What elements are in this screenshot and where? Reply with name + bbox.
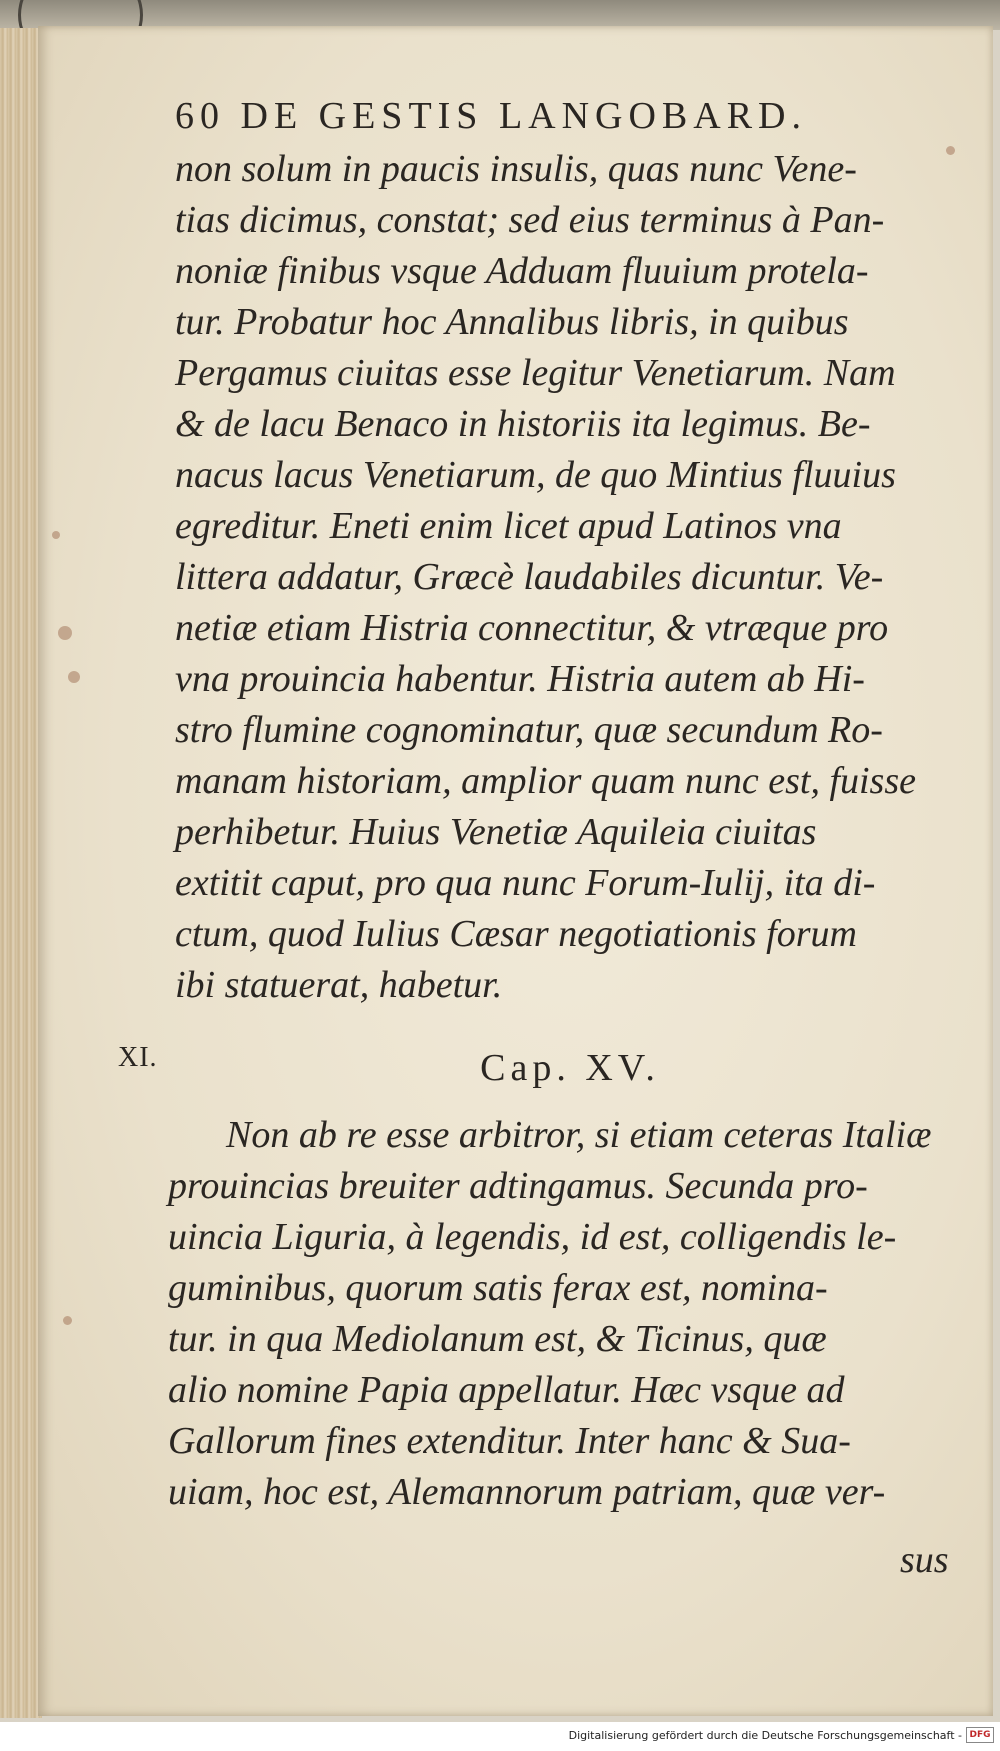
text-line: egreditur. Eneti enim licet apud Latinos vna — [175, 505, 842, 547]
foxing-spot — [52, 531, 60, 539]
foxing-spot — [58, 626, 72, 640]
text-line: alio nomine Papia appellatur. Hæc vsque ad — [168, 1369, 845, 1411]
text-line: Pergamus ciuitas esse legitur Venetiarum. Nam — [175, 352, 896, 394]
text-line: noniæ finibus vsque Adduam fluuium protela- — [175, 250, 869, 292]
text-line: manam historiam, amplior quam nunc est, fuisse — [175, 760, 916, 802]
foxing-spot — [68, 671, 80, 683]
text-line: non solum in paucis insulis, quas nunc Vene- — [175, 148, 857, 190]
text-line: & de lacu Benaco in historiis ita legimus. Be- — [175, 403, 871, 445]
catchword: sus — [900, 1539, 949, 1581]
chapter-text — [168, 1110, 968, 1518]
text-line: vna prouincia habentur. Histria autem ab Hi- — [175, 658, 865, 700]
text-line: Non ab re esse arbitror, si etiam ceteras Italiæ — [226, 1114, 932, 1156]
running-head: 60 DE GESTIS LANGOBARD. — [175, 95, 807, 137]
text-line: netiæ etiam Histria connectitur, & vtræque pro — [175, 607, 889, 649]
text-line: ibi statuerat, habetur. — [175, 964, 503, 1006]
digitization-note: Digitalisierung gefördert durch die Deutsche Forschungsgemeinschaft - — [568, 1729, 962, 1742]
text-line: nacus lacus Venetiarum, de quo Mintius fluuius — [175, 454, 896, 496]
page-leaf-edges — [0, 28, 42, 1718]
main-text — [175, 88, 965, 1011]
dfg-logo-icon: DFG — [966, 1727, 994, 1743]
text-line: tur. in qua Mediolanum est, & Ticinus, quæ — [168, 1318, 827, 1360]
text-line: littera addatur, Græcè laudabiles dicuntur. Ve- — [175, 556, 884, 598]
text-line: perhibetur. Huius Venetiæ Aquileia ciuitas — [175, 811, 817, 853]
text-line: prouincias breuiter adtingamus. Secunda pro- — [168, 1165, 868, 1207]
text-line: uiam, hoc est, Alemannorum patriam, quæ ver- — [168, 1471, 886, 1513]
text-line: tur. Probatur hoc Annalibus libris, in quibus — [175, 301, 849, 343]
foxing-spot — [63, 1316, 72, 1325]
chapter-heading: Cap. XV. — [480, 1047, 660, 1089]
text-line: uincia Liguria, à legendis, id est, colligendis le- — [168, 1216, 897, 1258]
text-line: guminibus, quorum satis ferax est, nomina- — [168, 1267, 828, 1309]
text-line: extitit caput, pro qua nunc Forum-Iulij, ita di- — [175, 862, 876, 904]
text-line: Gallorum fines extenditur. Inter hanc & Sua- — [168, 1420, 851, 1462]
text-line: ctum, quod Iulius Cæsar negotiationis forum — [175, 913, 857, 955]
margin-number: XI. — [118, 1042, 158, 1073]
text-line: tias dicimus, constat; sed eius terminus à Pan- — [175, 199, 885, 241]
text-line: stro flumine cognominatur, quæ secundum Ro- — [175, 709, 883, 751]
